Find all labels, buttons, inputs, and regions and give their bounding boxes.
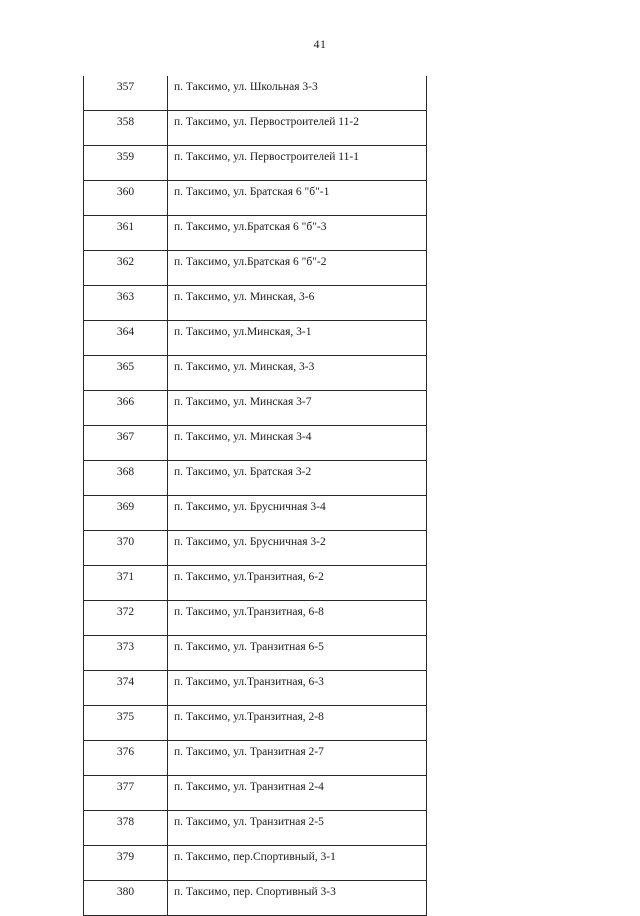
table-row xyxy=(84,356,427,391)
address-cell: п. Таксимо, ул. Транзитная 6-5 xyxy=(168,636,427,671)
row-number-cell: 365 xyxy=(84,356,168,391)
address-cell: п. Таксимо, ул.Братская 6 "б"-2 xyxy=(168,251,427,286)
address-cell: п. Таксимо, пер. Спортивный 3-3 xyxy=(168,881,427,916)
row-number-cell: 361 xyxy=(84,216,168,251)
row-number-cell: 360 xyxy=(84,181,168,216)
row-number-cell: 366 xyxy=(84,391,168,426)
row-number-cell: 359 xyxy=(84,146,168,181)
row-number-cell: 372 xyxy=(84,601,168,636)
table-row xyxy=(84,321,427,356)
table-row xyxy=(84,811,427,846)
table-row xyxy=(84,286,427,321)
table-row xyxy=(84,531,427,566)
address-cell: п. Таксимо, ул.Братская 6 "б"-3 xyxy=(168,216,427,251)
address-cell: п. Таксимо, ул. Брусничная 3-2 xyxy=(168,531,427,566)
row-number-cell: 363 xyxy=(84,286,168,321)
address-cell: п. Таксимо, ул. Братская 6 "б"-1 xyxy=(168,181,427,216)
row-number-cell: 378 xyxy=(84,811,168,846)
row-number-cell: 376 xyxy=(84,741,168,776)
table-row xyxy=(84,566,427,601)
table-row xyxy=(84,76,427,111)
address-cell: п. Таксимо, ул. Минская, 3-3 xyxy=(168,356,427,391)
address-cell: п. Таксимо, ул. Транзитная 2-5 xyxy=(168,811,427,846)
address-table-body xyxy=(84,76,427,916)
table-row xyxy=(84,881,427,916)
address-cell: п. Таксимо, ул. Братская 3-2 xyxy=(168,461,427,496)
row-number-cell: 369 xyxy=(84,496,168,531)
table-row xyxy=(84,251,427,286)
table-row xyxy=(84,776,427,811)
table-row xyxy=(84,111,427,146)
address-cell: п. Таксимо, ул. Минская 3-7 xyxy=(168,391,427,426)
row-number-cell: 380 xyxy=(84,881,168,916)
address-cell: п. Таксимо, ул. Транзитная 2-7 xyxy=(168,741,427,776)
page-number: 41 xyxy=(313,37,327,51)
table-row xyxy=(84,706,427,741)
row-number-cell: 371 xyxy=(84,566,168,601)
row-number-cell: 367 xyxy=(84,426,168,461)
address-cell: п. Таксимо, ул. Первостроителей 11-2 xyxy=(168,111,427,146)
address-cell: п. Таксимо, ул.Транзитная, 6-2 xyxy=(168,566,427,601)
row-number-cell: 358 xyxy=(84,111,168,146)
table-row xyxy=(84,146,427,181)
address-cell: п. Таксимо, ул. Брусничная 3-4 xyxy=(168,496,427,531)
table-row xyxy=(84,636,427,671)
address-cell: п. Таксимо, ул. Транзитная 2-4 xyxy=(168,776,427,811)
row-number-cell: 375 xyxy=(84,706,168,741)
row-number-cell: 362 xyxy=(84,251,168,286)
table-row xyxy=(84,181,427,216)
address-cell: п. Таксимо, ул. Первостроителей 11-1 xyxy=(168,146,427,181)
table-row xyxy=(84,496,427,531)
address-cell: п. Таксимо, ул.Транзитная, 2-8 xyxy=(168,706,427,741)
row-number-cell: 364 xyxy=(84,321,168,356)
table-row xyxy=(84,426,427,461)
row-number-cell: 379 xyxy=(84,846,168,881)
table-row xyxy=(84,741,427,776)
table-row xyxy=(84,671,427,706)
row-number-cell: 374 xyxy=(84,671,168,706)
row-number-cell: 357 xyxy=(84,76,168,111)
address-cell: п. Таксимо, пер.Спортивный, 3-1 xyxy=(168,846,427,881)
row-number-cell: 377 xyxy=(84,776,168,811)
row-number-cell: 368 xyxy=(84,461,168,496)
table-row xyxy=(84,461,427,496)
address-cell: п. Таксимо, ул. Школьная 3-3 xyxy=(168,76,427,111)
address-cell: п. Таксимо, ул.Транзитная, 6-8 xyxy=(168,601,427,636)
row-number-cell: 373 xyxy=(84,636,168,671)
address-cell: п. Таксимо, ул.Минская, 3-1 xyxy=(168,321,427,356)
address-cell: п. Таксимо, ул. Минская, 3-6 xyxy=(168,286,427,321)
table-row xyxy=(84,216,427,251)
table-row xyxy=(84,601,427,636)
table-row xyxy=(84,846,427,881)
address-cell: п. Таксимо, ул.Транзитная, 6-3 xyxy=(168,671,427,706)
address-table xyxy=(83,76,427,916)
address-cell: п. Таксимо, ул. Минская 3-4 xyxy=(168,426,427,461)
table-row xyxy=(84,391,427,426)
row-number-cell: 370 xyxy=(84,531,168,566)
